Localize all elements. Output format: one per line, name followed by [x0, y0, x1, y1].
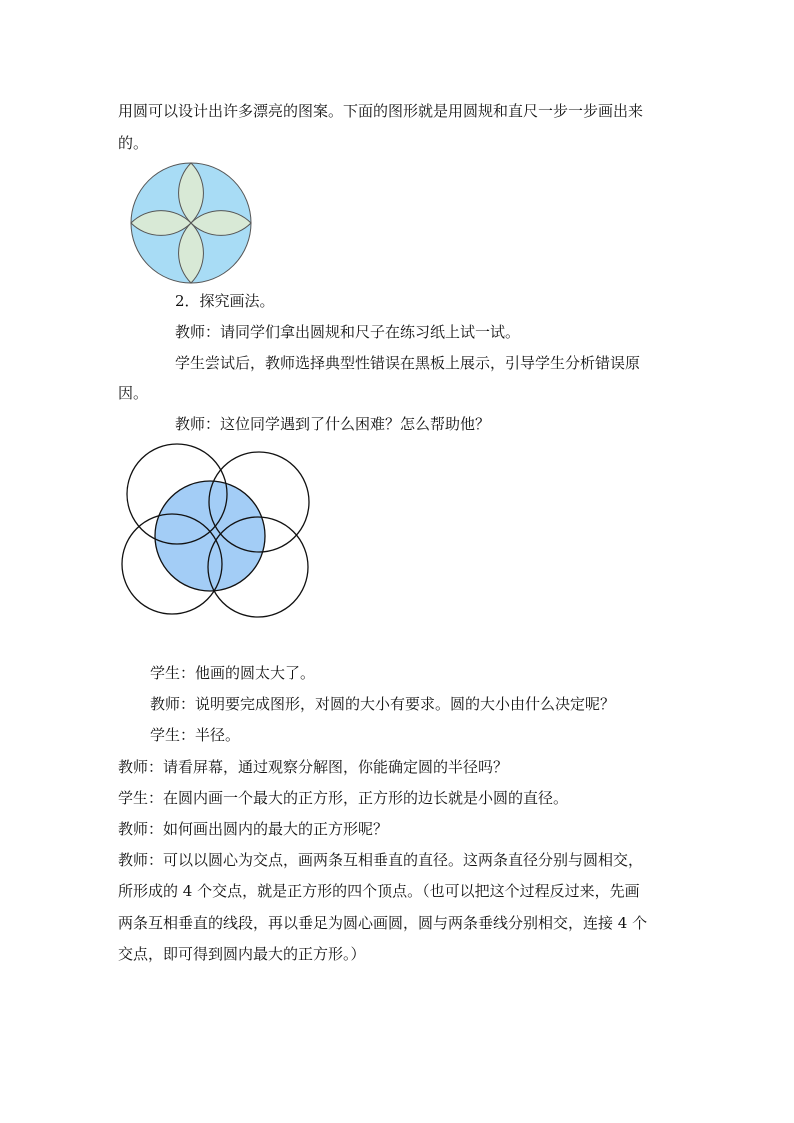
teacher-question: 教师：这位同学遇到了什么困难？怎么帮助他？ [175, 415, 491, 433]
wrong-drawing-figure [120, 443, 315, 623]
dialogue-line: 教师：如何画出圆内的最大的正方形呢？ [118, 820, 389, 838]
step-heading: 2．探究画法。 [175, 292, 275, 310]
student-try-line-1: 学生尝试后，教师选择典型性错误在黑板上展示，引导学生分析错误原 [175, 354, 641, 372]
center-filled-circle [155, 481, 265, 591]
teacher-instruction: 教师：请同学们拿出圆规和尺子在练习纸上试一试。 [175, 323, 521, 341]
final-answer-line: 教师：可以以圆心为交点，画两条互相垂直的直径。这两条直径分别与圆相交， [118, 851, 644, 869]
intro-line-2: 的。 [118, 134, 149, 152]
final-answer-line: 两条互相垂直的线段，再以垂足为圆心画圆，圆与两条垂线分别相交，连接 4 个 [118, 914, 648, 932]
student-try-line-2: 因。 [118, 384, 149, 402]
intro-line-1: 用圆可以设计出许多漂亮的图案。下面的图形就是用圆规和直尺一步一步画出来 [118, 102, 644, 120]
flower-pattern-figure [128, 160, 254, 286]
final-answer-line: 所形成的 4 个交点，就是正方形的四个顶点。（也可以把这个过程反过来，先画 [118, 882, 640, 900]
dialogue-line: 教师：说明要完成图形，对圆的大小有要求。圆的大小由什么决定呢？ [150, 695, 616, 713]
dialogue-line: 学生：半径。 [150, 726, 241, 744]
dialogue-line: 学生：在圆内画一个最大的正方形，正方形的边长就是小圆的直径。 [118, 789, 569, 807]
dialogue-line: 学生：他画的圆太大了。 [150, 664, 316, 682]
dialogue-line: 教师：请看屏幕，通过观察分解图，你能确定圆的半径吗？ [118, 758, 509, 776]
final-answer-line: 交点，即可得到圆内最大的正方形。） [118, 945, 366, 963]
